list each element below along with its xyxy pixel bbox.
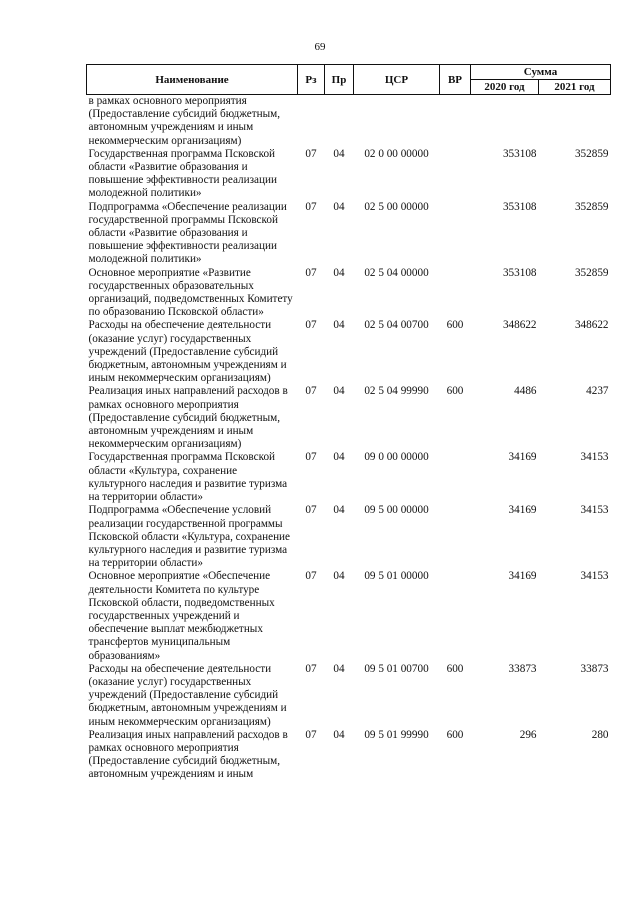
cell-name: в рамках основного мероприятия (Предоставление субсидий бюджетным, автономным учреждениям и иным некоммерческим организациям) (88, 95, 281, 147)
cell-name: Расходы на обеспечение деятельности (оказание услуг) государственных учреждений (Предоставление субсидий бюджетным, автономным учреждениям и иным некоммерческим организациям) (88, 319, 287, 385)
cell-pr: 04 (333, 147, 345, 160)
cell-csr: 02 5 04 99990 (364, 385, 429, 398)
table-row (87, 148, 611, 201)
cell-sum-2020 (471, 95, 539, 148)
header-vr: ВР (440, 65, 471, 95)
table-header (87, 65, 611, 95)
cell-sum-2021: 34153 (580, 570, 609, 583)
header-year-2020: 2020 год (471, 80, 539, 95)
table-row (87, 570, 611, 662)
cell-sum-2020: 34169 (508, 570, 537, 583)
cell-vr (440, 95, 471, 148)
cell-pr: 04 (333, 319, 345, 332)
cell-name: Государственная программа Псковской области «Культура, сохранение культурного наследия и развитие туризма на территории области» (88, 451, 288, 504)
cell-sum-2021 (539, 95, 611, 148)
cell-sum-2020: 4486 (514, 385, 537, 398)
cell-sum-2021: 280 (591, 728, 609, 741)
cell-name: Расходы на обеспечение деятельности (оказание услуг) государственных учреждений (Предоставление субсидий бюджетным, автономным учреждениям и иным некоммерческим организациям) (88, 662, 287, 728)
table-row (87, 663, 611, 729)
cell-rz: 07 (305, 319, 317, 332)
table-row (87, 385, 611, 451)
cell-pr: 04 (333, 570, 345, 583)
cell-sum-2020: 34169 (508, 504, 537, 517)
cell-sum-2020: 33873 (508, 662, 537, 675)
cell-vr (440, 504, 471, 570)
cell-csr (354, 95, 440, 148)
header-sum: Сумма (471, 65, 611, 80)
cell-sum-2021: 4237 (586, 385, 609, 398)
budget-table (86, 64, 611, 782)
cell-sum-2020: 348622 (502, 319, 537, 332)
cell-vr: 600 (446, 319, 464, 332)
cell-vr: 600 (446, 728, 464, 741)
header-name: Наименование (87, 65, 298, 95)
cell-csr: 02 0 00 00000 (364, 147, 429, 160)
cell-csr: 09 0 00 00000 (364, 451, 429, 464)
cell-sum-2020: 353108 (502, 200, 537, 213)
cell-sum-2021: 352859 (574, 200, 609, 213)
cell-pr: 04 (333, 451, 345, 464)
header-year-2021: 2021 год (539, 80, 611, 95)
cell-sum-2021: 352859 (574, 266, 609, 279)
cell-vr (440, 570, 471, 662)
table-body (87, 95, 611, 782)
cell-name: Государственная программа Псковской области «Развитие образования и повышение эффективности реализации молодежной политики» (88, 147, 277, 200)
header-rz: Рз (298, 65, 325, 95)
cell-csr: 09 5 01 00000 (364, 570, 429, 583)
cell-pr: 04 (333, 504, 345, 517)
table-row (87, 504, 611, 570)
cell-csr: 09 5 01 99990 (364, 728, 429, 741)
cell-vr (440, 201, 471, 267)
cell-rz: 07 (305, 504, 317, 517)
table-row (87, 319, 611, 385)
page-number: 69 (314, 41, 326, 53)
cell-pr: 04 (333, 200, 345, 213)
cell-pr: 04 (333, 266, 345, 279)
cell-rz: 07 (305, 147, 317, 160)
cell-name: Реализация иных направлений расходов в рамках основного мероприятия (Предоставление субсидий бюджетным, автономным учреждениям и иным (88, 728, 288, 781)
cell-pr: 04 (333, 728, 345, 741)
cell-sum-2021: 34153 (580, 451, 609, 464)
cell-csr: 09 5 01 00700 (364, 662, 429, 675)
header-csr: ЦСР (354, 65, 440, 95)
cell-pr (325, 95, 354, 148)
cell-sum-2021: 352859 (574, 147, 609, 160)
table-row (87, 267, 611, 320)
cell-rz: 07 (305, 728, 317, 741)
cell-csr: 02 5 04 00700 (364, 319, 429, 332)
cell-rz (298, 95, 325, 148)
cell-vr: 600 (446, 662, 464, 675)
cell-pr: 04 (333, 662, 345, 675)
cell-sum-2021: 33873 (580, 662, 609, 675)
cell-name: Основное мероприятие «Обеспечение деятельности Комитета по культуре Псковской области, подведомственных государственных учреждений и обеспечение выплат межбюджетных трансфертов муниципальным образованиям» (88, 570, 275, 662)
table-row (87, 729, 611, 782)
cell-rz: 07 (305, 200, 317, 213)
cell-vr (440, 451, 471, 504)
cell-csr: 02 5 00 00000 (364, 200, 429, 213)
cell-vr (440, 148, 471, 201)
table-row (87, 451, 611, 504)
cell-vr: 600 (446, 385, 464, 398)
cell-name: Основное мероприятие «Развитие государственных образовательных организаций, подведомственных Комитету по образованию Псковской области» (88, 266, 293, 319)
cell-pr: 04 (333, 385, 345, 398)
cell-sum-2020: 353108 (502, 147, 537, 160)
cell-name: Подпрограмма «Обеспечение реализации государственной программы Псковской области «Развитие образования и повышение эффективности реализации молодежной политики» (88, 200, 287, 266)
cell-name: Подпрограмма «Обеспечение условий реализации государственной программы Псковской области «Культура, сохранение культурного наследия и развитие туризма на территории области» (88, 504, 291, 570)
cell-sum-2021: 348622 (574, 319, 609, 332)
header-pr: Пр (325, 65, 354, 95)
cell-sum-2020: 353108 (502, 266, 537, 279)
cell-csr: 02 5 04 00000 (364, 266, 429, 279)
table-row (87, 95, 611, 148)
cell-rz: 07 (305, 266, 317, 279)
cell-csr: 09 5 00 00000 (364, 504, 429, 517)
cell-sum-2020: 34169 (508, 451, 537, 464)
table-row (87, 201, 611, 267)
cell-rz: 07 (305, 662, 317, 675)
cell-rz: 07 (305, 385, 317, 398)
cell-vr (440, 267, 471, 320)
cell-rz: 07 (305, 570, 317, 583)
cell-sum-2020: 296 (519, 728, 537, 741)
cell-rz: 07 (305, 451, 317, 464)
cell-name: Реализация иных направлений расходов в рамках основного мероприятия (Предоставление субсидий бюджетным, автономным учреждениям и иным некоммерческим организациям) (88, 385, 288, 451)
cell-sum-2021: 34153 (580, 504, 609, 517)
